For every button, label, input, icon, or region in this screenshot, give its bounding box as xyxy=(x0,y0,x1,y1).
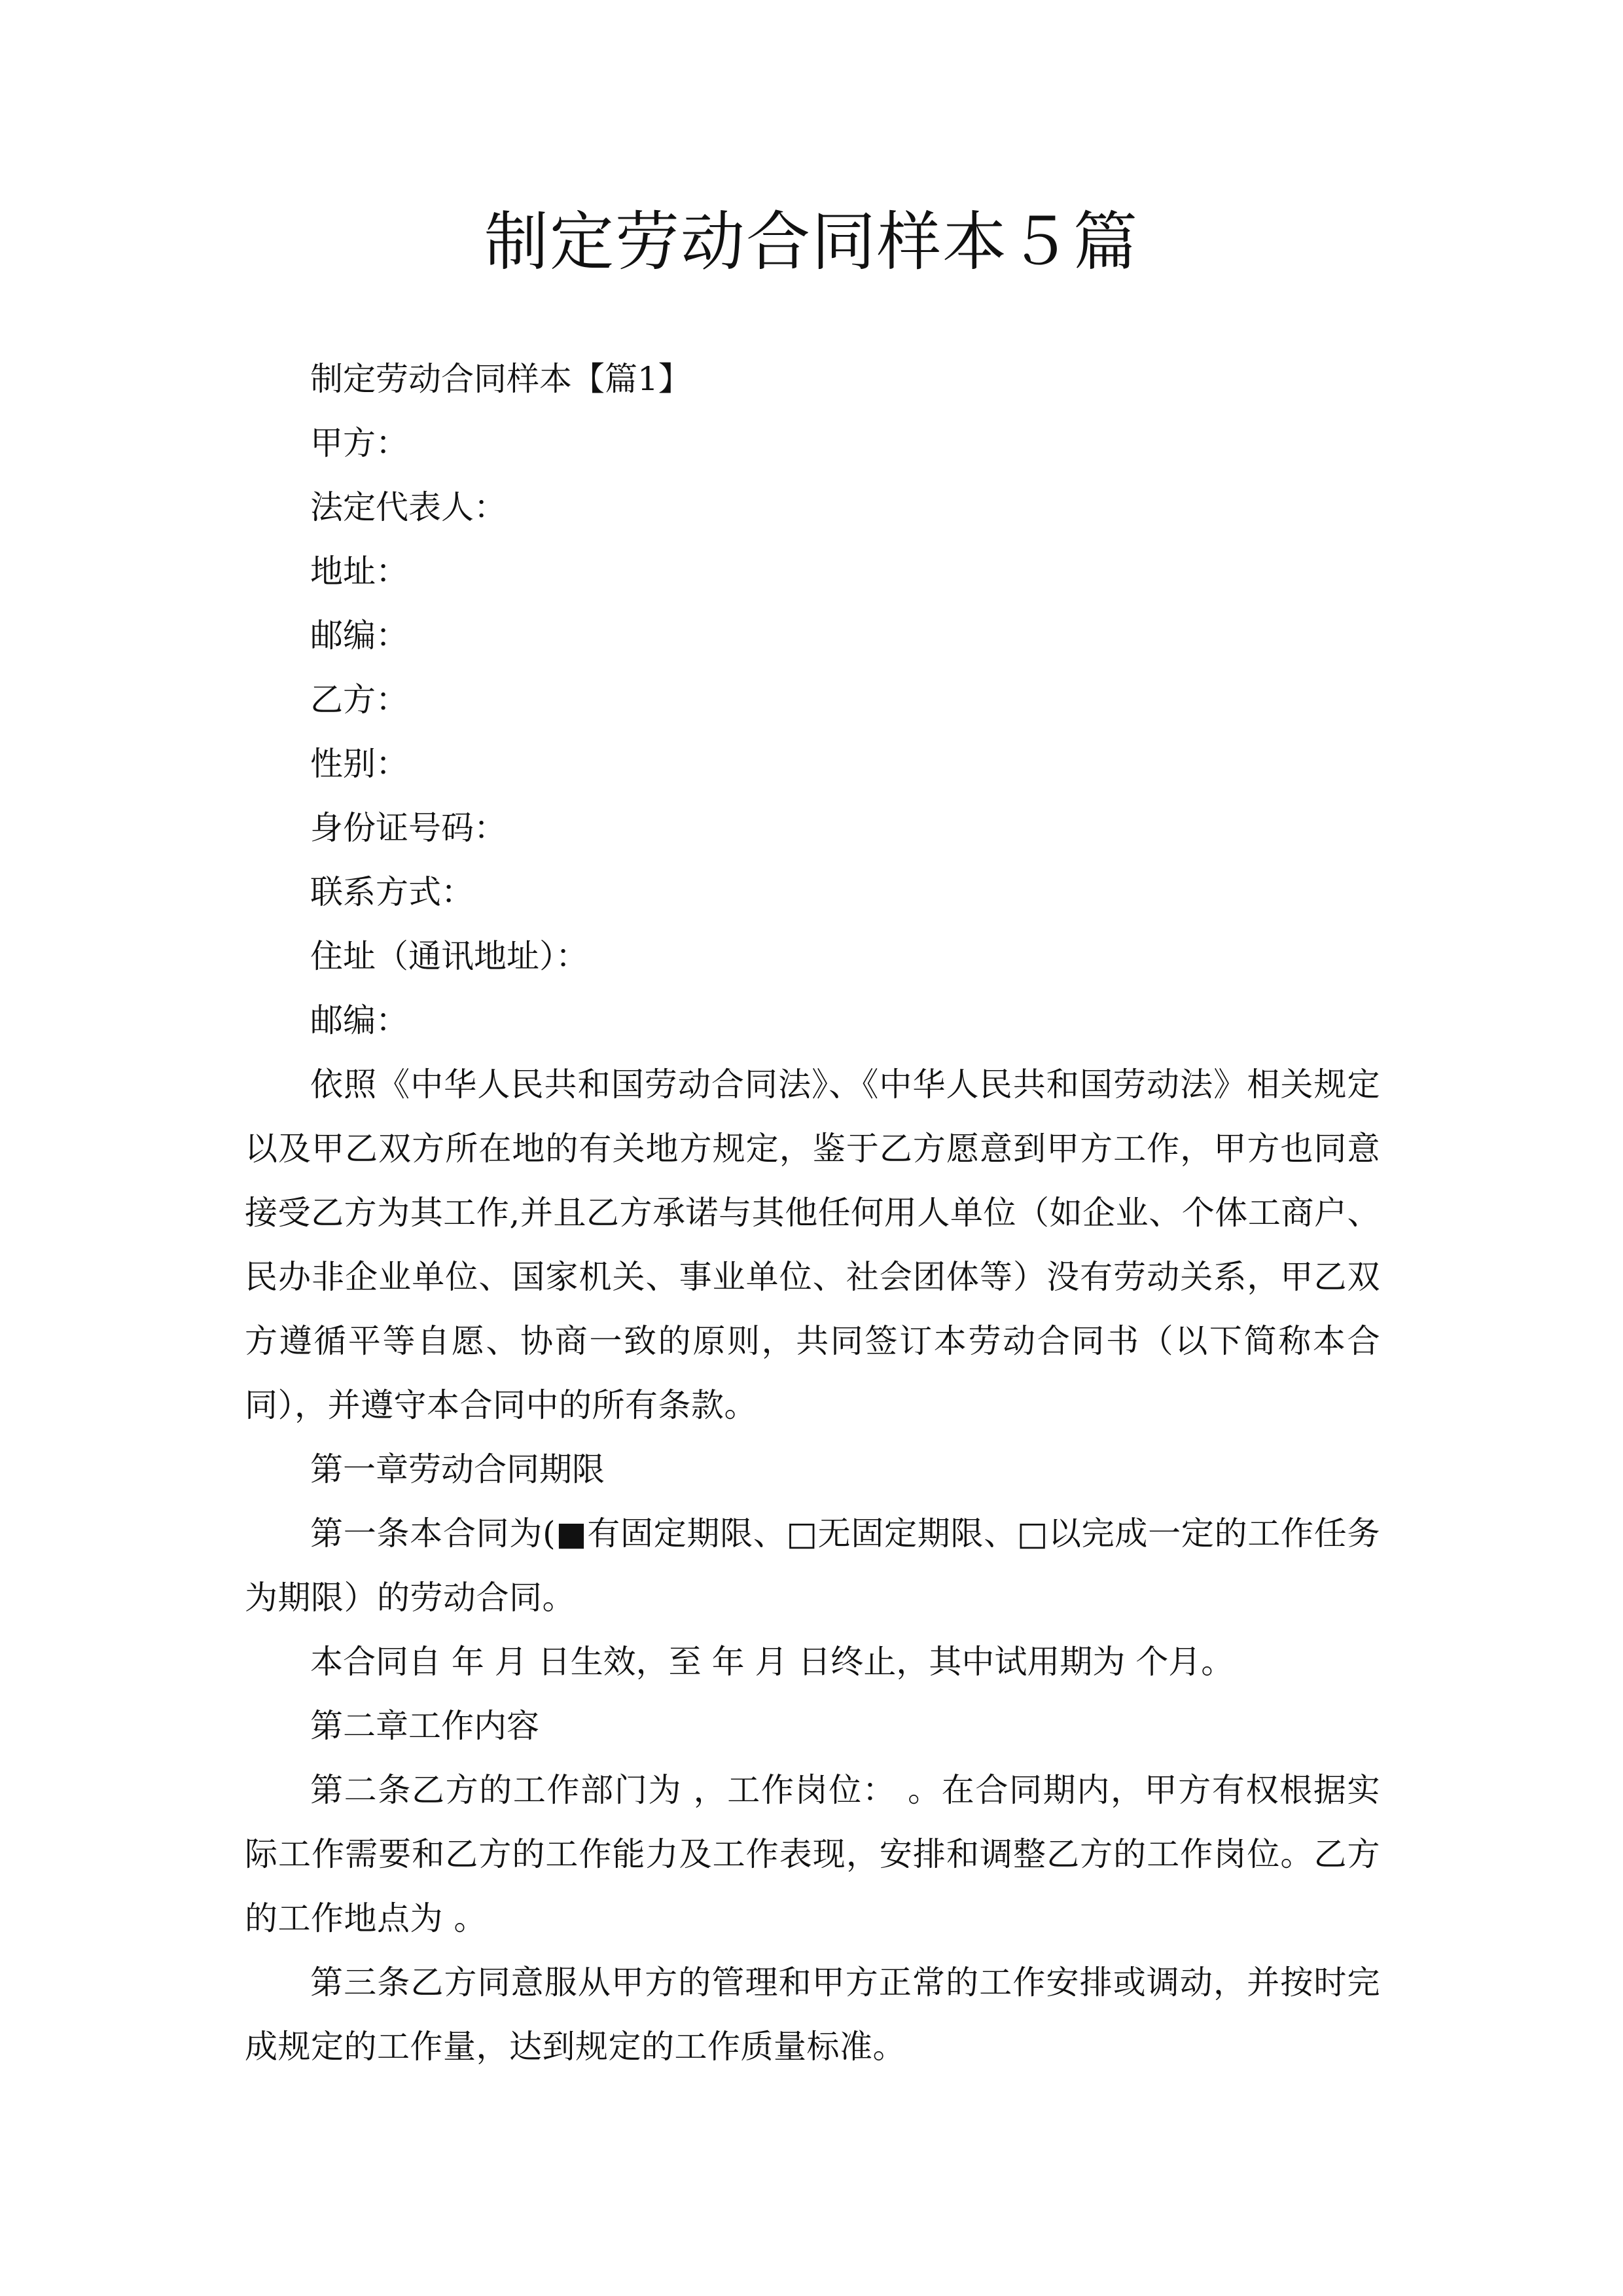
field-legal-representative: 法定代表人： xyxy=(310,488,507,526)
field-gender: 性别： xyxy=(310,745,408,783)
article-3: 第三条乙方同意服从甲方的管理和甲方正常的工作安排或调动，并按时完成规定的工作量，达到规定的工作质量标准。 xyxy=(245,1964,1380,2066)
field-id-number: 身份证号码： xyxy=(310,809,507,847)
intro-paragraph: 依照《中华人民共和国劳动合同法》、《中华人民共和国劳动法》相关规定以及甲乙双方所在地的有关地方规定，鉴于乙方愿意到甲方工作，甲方也同意接受乙方为其工作,并且乙方承诺与其他任何用人单位（如企业、个体工商户、民办非企业单位、国家机关、事业单位、社会团体等）没有劳动关系，甲乙双方遵循平等自愿、协商一致的原则，共同签订本劳动合同书（以下简称本合同），并遵守本合同中的所有条款。 xyxy=(245,1066,1380,1424)
field-address: 地址： xyxy=(310,552,408,590)
document-title: 制定劳动合同样本５篇 xyxy=(484,205,1139,279)
section-heading: 制定劳动合同样本【篇1】 xyxy=(310,360,691,398)
field-contact: 联系方式： xyxy=(310,873,474,911)
article-1: 第一条本合同为(■有固定期限、□无固定期限、□以完成一定的工作任务为期限）的劳动合同。 xyxy=(245,1515,1380,1617)
field-postcode-a: 邮编： xyxy=(310,617,408,655)
field-residence-address: 住址（通讯地址）： xyxy=(310,937,588,975)
document-body xyxy=(245,347,1380,2079)
contract-term-line: 本合同自 年 月 日生效，至 年 月 日终止，其中试用期为 个月。 xyxy=(310,1643,1234,1681)
article-2: 第二条乙方的工作部门为 ，工作岗位： 。在合同期内，甲方有权根据实际工作需要和乙方的工作能力及工作表现，安排和调整乙方的工作岗位。乙方的工作地点为 。 xyxy=(245,1771,1380,1937)
chapter-2-heading: 第二章工作内容 xyxy=(310,1707,539,1745)
field-postcode-b: 邮编： xyxy=(310,1001,408,1039)
chapter-1-heading: 第一章劳动合同期限 xyxy=(310,1450,605,1488)
field-party-a: 甲方： xyxy=(310,424,408,462)
field-party-b: 乙方： xyxy=(310,681,408,719)
